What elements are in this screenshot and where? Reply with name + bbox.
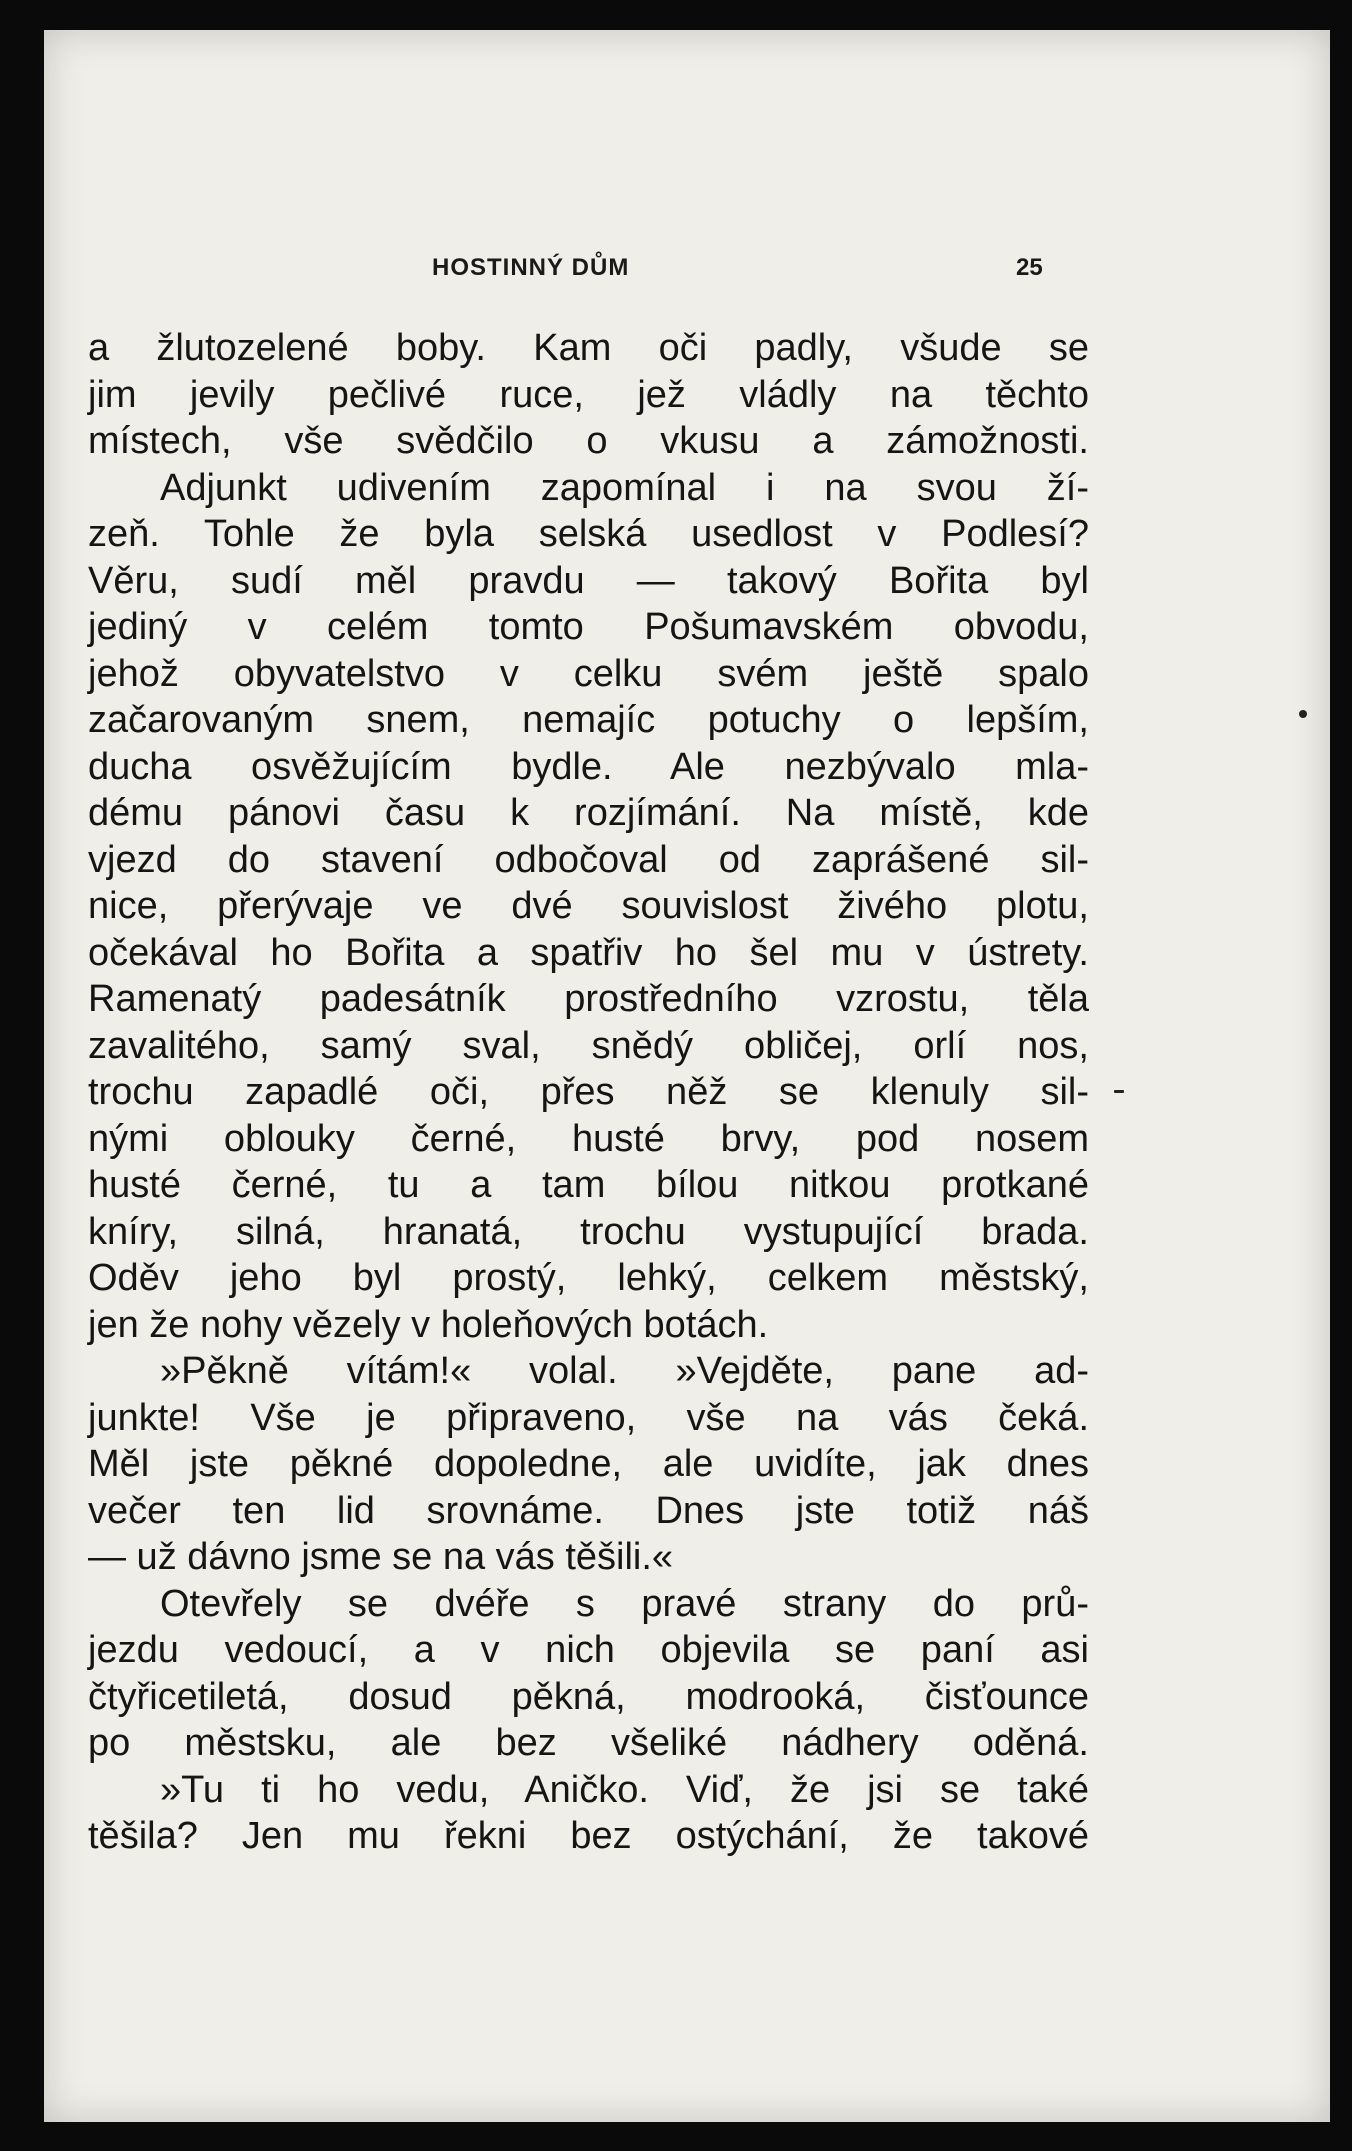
text-line: trochu zapadlé oči, přes něž se klenuly sil- bbox=[88, 1071, 1089, 1113]
text-line: — už dávno jsme se na vás těšili.« bbox=[88, 1536, 674, 1578]
text-line: jen že nohy vězely v holeňových botách. bbox=[88, 1303, 769, 1346]
text-line: nice, přerývaje ve dvé souvislost živého plotu, bbox=[88, 885, 1089, 927]
text-line: kníry, silná, hranatá, trochu vystupující brada. bbox=[88, 1210, 1089, 1253]
text-line: jim jevily pečlivé ruce, jež vládly na těchto bbox=[88, 373, 1089, 416]
text-line: dému pánovi času k rozjímání. Na místě, kde bbox=[88, 792, 1089, 834]
page-header bbox=[44, 254, 1330, 294]
text-line: začarovaným snem, nemajíc potuchy o lepším, bbox=[88, 699, 1089, 741]
text-line: jediný v celém tomto Pošumavském obvodu, bbox=[88, 606, 1089, 648]
text-line: čtyřicetiletá, dosud pěkná, modrooká, čisťounce bbox=[88, 1675, 1089, 1718]
text-line: »Tu ti ho vedu, Aničko. Viď, že jsi se také bbox=[160, 1768, 1089, 1811]
text-line: husté černé, tu a tam bílou nitkou protkané bbox=[88, 1164, 1089, 1206]
text-line: zavalitého, samý sval, snědý obličej, orlí nos, bbox=[88, 1024, 1089, 1067]
text-line: nými oblouky černé, husté brvy, pod nosem bbox=[88, 1117, 1089, 1160]
text-line: těšila? Jen mu řekni bez ostýchání, že takové bbox=[88, 1815, 1089, 1857]
text-line: vjezd do stavení odbočoval od zaprášené sil- bbox=[88, 838, 1089, 881]
text-line: Věru, sudí měl pravdu — takový Bořita byl bbox=[88, 559, 1089, 602]
text-line: ducha osvěžujícím bydle. Ale nezbývalo mla- bbox=[88, 745, 1089, 788]
text-line: místech, vše svědčilo o vkusu a zámožnosti. bbox=[88, 420, 1089, 462]
print-speck bbox=[1299, 710, 1307, 718]
text-line: večer ten lid srovnáme. Dnes jste totiž náš bbox=[88, 1489, 1089, 1532]
book-page bbox=[44, 30, 1330, 2122]
text-line: Měl jste pěkné dopoledne, ale uvidíte, jak dnes bbox=[88, 1443, 1089, 1485]
text-line: a žlutozelené boby. Kam oči padly, všude se bbox=[88, 327, 1089, 369]
page-number: 25 bbox=[1016, 254, 1043, 281]
text-line: jezdu vedoucí, a v nich objevila se paní asi bbox=[88, 1629, 1089, 1671]
text-line: Otevřely se dvéře s pravé strany do prů- bbox=[160, 1582, 1089, 1625]
print-speck bbox=[1114, 1090, 1124, 1093]
text-line: zeň. Tohle že byla selská usedlost v Podlesí? bbox=[88, 513, 1089, 555]
text-line: Ramenatý padesátník prostředního vzrostu, těla bbox=[88, 978, 1089, 1020]
text-line: očekával ho Bořita a spatřiv ho šel mu v ústrety. bbox=[88, 931, 1089, 974]
body-text bbox=[88, 325, 1089, 1860]
text-line: junkte! Vše je připraveno, vše na vás čeká. bbox=[88, 1396, 1089, 1439]
running-title: HOSTINNÝ DŮM bbox=[432, 254, 630, 281]
text-line: jehož obyvatelstvo v celku svém ještě spalo bbox=[88, 652, 1089, 695]
text-line: po městsku, ale bez všeliké nádhery oděná. bbox=[88, 1722, 1089, 1764]
text-line: Oděv jeho byl prostý, lehký, celkem městský, bbox=[88, 1257, 1089, 1299]
text-line: Adjunkt udivením zapomínal i na svou ží- bbox=[160, 466, 1089, 509]
text-line: »Pěkně vítám!« volal. »Vejděte, pane ad- bbox=[160, 1350, 1089, 1392]
